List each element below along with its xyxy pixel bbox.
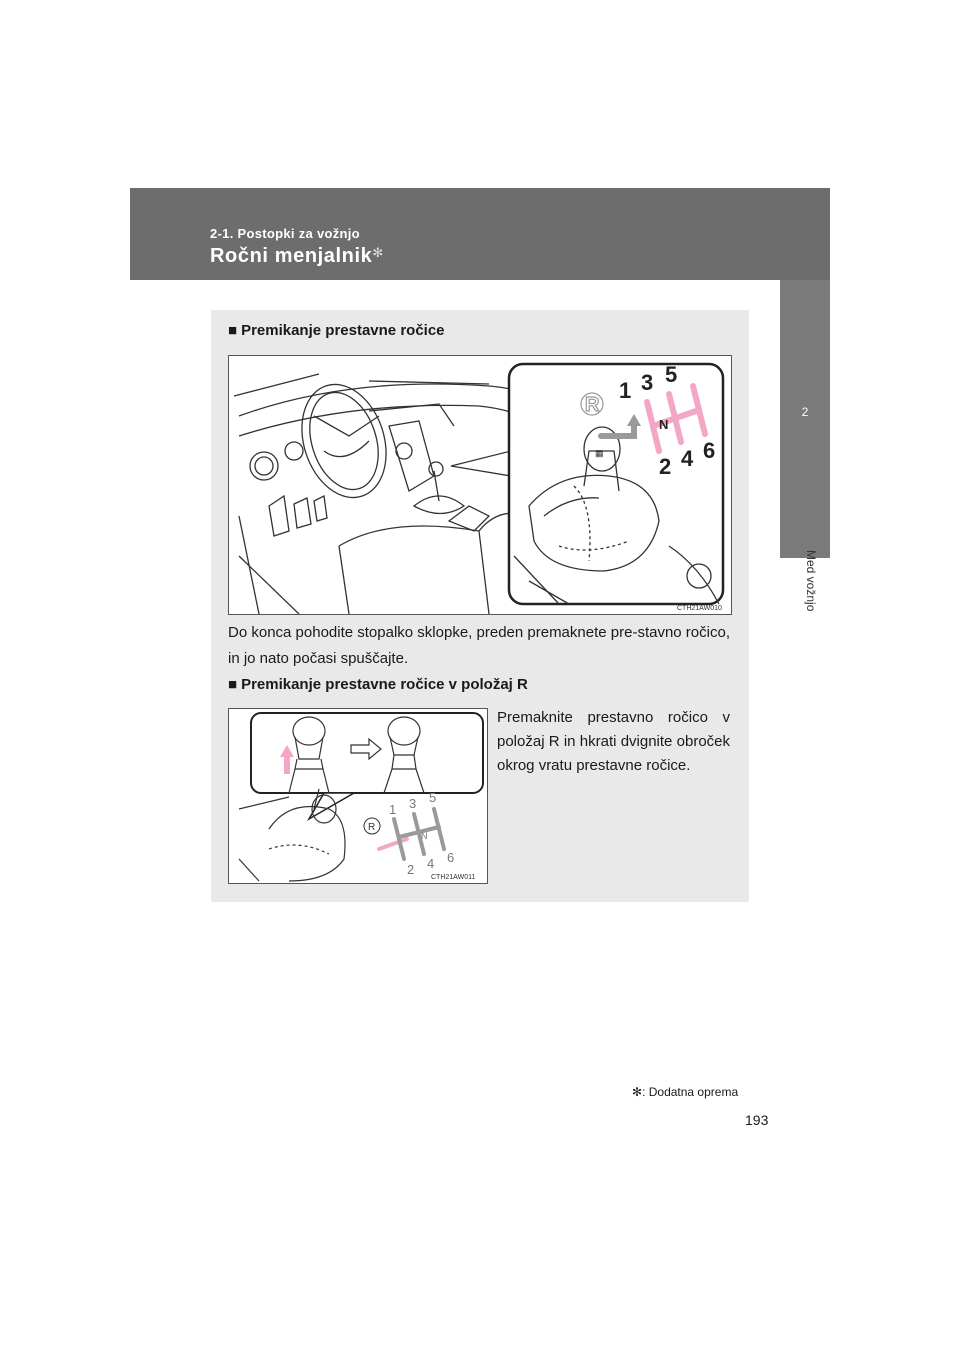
page-title [210, 245, 384, 268]
fig2-gear-label-4: 4 [427, 856, 435, 871]
gear-label-r: R [585, 394, 600, 416]
figure-reverse-shift-drawing [229, 709, 487, 883]
figure-1-code: CTH21AW010 [677, 605, 722, 612]
gear-label-4: 4 [681, 446, 694, 471]
fig2-gear-label-6: 6 [447, 850, 455, 865]
heading-bullet: ■ [228, 676, 238, 693]
fig2-gear-label-3: 3 [409, 796, 417, 811]
paragraph-clutch-instruction: Do konca pohodite stopalko sklopke, preden premaknete pre-stavno ročico, in jo nato počasi spuščajte. [228, 624, 730, 667]
heading-gear-shift [228, 322, 445, 339]
paragraph-reverse-instruction: Premaknite prestavno ročico v položaj R in hkrati dvignite obroček okrog vratu prestavne ročice. [497, 709, 730, 774]
gear-label-5: 5 [665, 362, 678, 387]
figure-gear-shift-drawing [229, 356, 731, 614]
svg-text:▦: ▦ [595, 448, 604, 458]
page-number: 193 [745, 1112, 769, 1128]
gear-label-2: 2 [659, 454, 672, 479]
section-label: 2-1. Postopki za vožnjo [210, 226, 360, 241]
gear-label-3: 3 [641, 370, 654, 395]
footnote-marker: ✻ [632, 1085, 643, 1099]
fig2-gear-label-2: 2 [407, 862, 415, 877]
fig2-gear-label-5: 5 [429, 790, 437, 805]
chapter-label: Med vožnjo [804, 550, 818, 612]
fig2-gear-label-n: N [421, 831, 428, 841]
gear-label-n: N [659, 417, 669, 432]
header-band [130, 188, 830, 280]
heading-bullet: ■ [228, 322, 238, 339]
footnote [632, 1085, 738, 1099]
chapter-number: 2 [801, 405, 809, 419]
figure-reverse-shift [228, 708, 488, 884]
optional-equipment-marker: ✻ [372, 245, 384, 260]
footnote-text: : Dodatna oprema [642, 1085, 739, 1099]
heading-reverse-shift [228, 676, 528, 693]
heading-gear-shift-text: Premikanje prestavne ročice [241, 322, 445, 339]
gear-label-1: 1 [619, 378, 632, 403]
fig2-gear-label-r: R [368, 822, 376, 833]
figure-2-code: CTH21AW011 [431, 874, 476, 881]
heading-reverse-shift-text: Premikanje prestavne ročice v položaj R [241, 676, 528, 693]
figure-gear-shift [228, 355, 732, 615]
page-title-text: Ročni menjalnik [210, 245, 373, 267]
gear-label-6: 6 [703, 438, 716, 463]
chapter-tab [780, 280, 830, 558]
fig2-gear-label-1: 1 [389, 802, 397, 817]
